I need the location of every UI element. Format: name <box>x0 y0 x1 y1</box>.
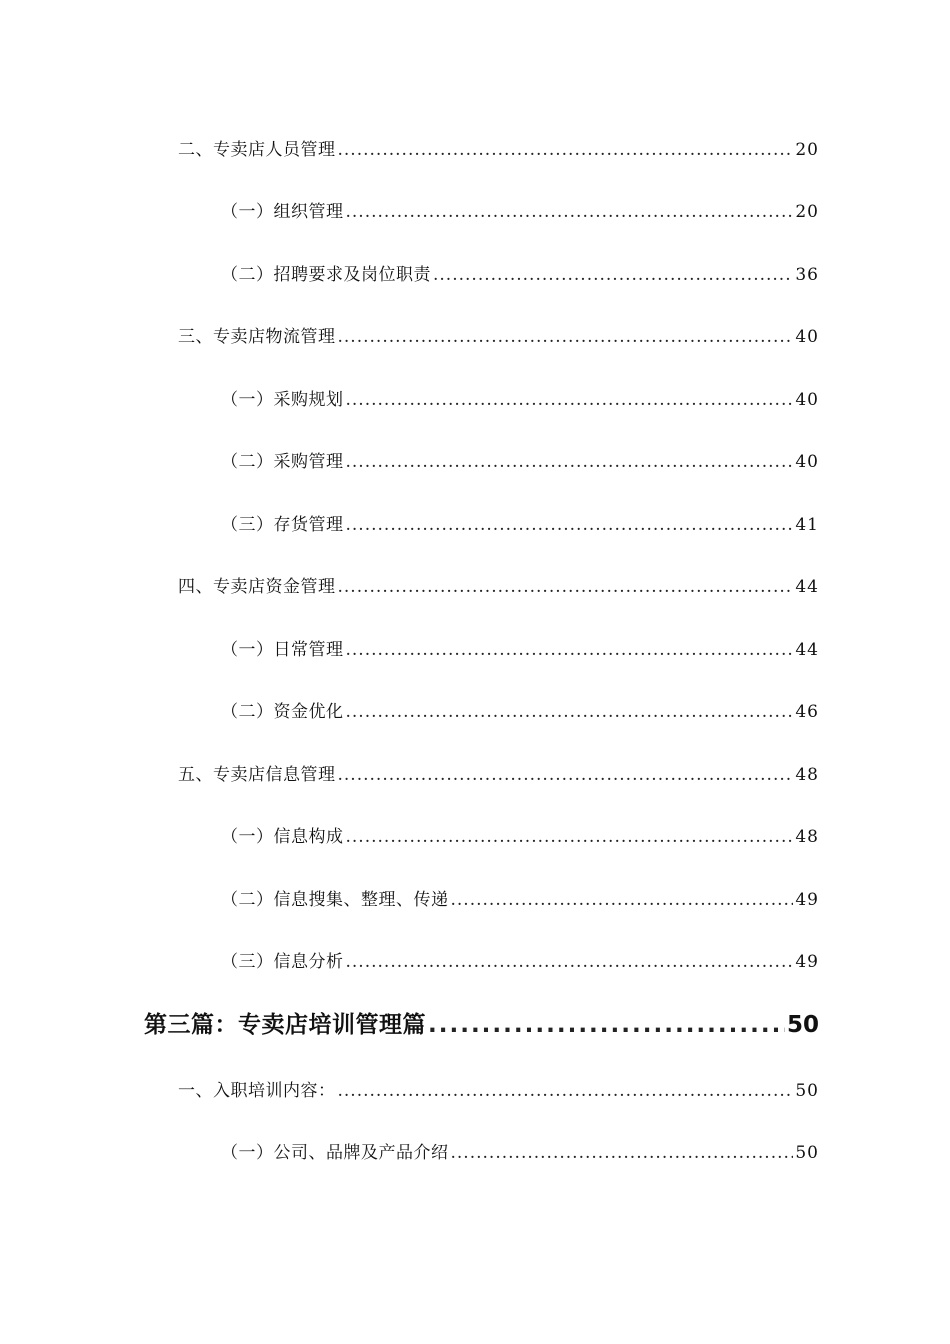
toc-page-number: 48 <box>795 827 819 847</box>
toc-dot-leader <box>338 575 794 599</box>
toc-page-number: 49 <box>795 952 819 972</box>
toc-dot-leader <box>346 638 794 662</box>
toc-entry-label: （二）资金优化 <box>221 702 344 722</box>
toc-page-number: 48 <box>795 765 819 785</box>
toc-dot-leader <box>338 325 794 349</box>
toc-page-number: 40 <box>795 390 819 410</box>
toc-entry[interactable] <box>221 388 819 412</box>
toc-entry-label: （三）信息分析 <box>221 952 344 972</box>
toc-page-number: 44 <box>795 577 819 597</box>
toc-page-number: 50 <box>795 1081 819 1101</box>
toc-entry[interactable] <box>178 763 819 787</box>
toc-entry[interactable] <box>221 700 819 724</box>
toc-page-number: 50 <box>795 1143 819 1163</box>
toc-entry[interactable] <box>178 325 819 349</box>
toc-page-number: 40 <box>795 452 819 472</box>
toc-entry[interactable] <box>221 200 819 224</box>
toc-dot-leader <box>451 1141 794 1165</box>
toc-page-number: 36 <box>795 265 819 285</box>
toc-page-number: 46 <box>795 702 819 722</box>
toc-entry[interactable] <box>221 1141 819 1165</box>
toc-dot-leader <box>428 1010 785 1040</box>
toc-part-heading[interactable] <box>144 1010 819 1040</box>
toc-entry-label: 三、专卖店物流管理 <box>178 327 336 347</box>
toc-entry[interactable] <box>221 825 819 849</box>
toc-entry-label: （二）信息搜集、整理、传递 <box>221 890 449 910</box>
toc-entry[interactable] <box>221 950 819 974</box>
toc-entry-label: 一、入职培训内容： <box>178 1081 336 1101</box>
toc-page-number: 40 <box>795 327 819 347</box>
toc-entry-label: （一）公司、品牌及产品介绍 <box>221 1143 449 1163</box>
toc-dot-leader <box>433 263 793 287</box>
toc-entry-label: （二）采购管理 <box>221 452 344 472</box>
toc-entry[interactable] <box>178 138 819 162</box>
toc-dot-leader <box>338 138 794 162</box>
toc-page-number: 44 <box>795 640 819 660</box>
toc-page-number: 49 <box>795 890 819 910</box>
toc-entry-label: 五、专卖店信息管理 <box>178 765 336 785</box>
toc-entry[interactable] <box>221 888 819 912</box>
toc-dot-leader <box>451 888 794 912</box>
toc-dot-leader <box>338 763 794 787</box>
toc-entry-label: （二）招聘要求及岗位职责 <box>221 265 431 285</box>
toc-entry-label: （一）信息构成 <box>221 827 344 847</box>
toc-entry-label: （三）存货管理 <box>221 515 344 535</box>
toc-dot-leader <box>346 950 794 974</box>
toc-entry[interactable] <box>221 263 819 287</box>
toc-entry-label: （一）采购规划 <box>221 390 344 410</box>
toc-dot-leader <box>346 388 794 412</box>
toc-entry[interactable] <box>178 1079 819 1103</box>
toc-entry-label: 第三篇：专卖店培训管理篇 <box>144 1012 426 1038</box>
toc-dot-leader <box>346 700 794 724</box>
toc-entry[interactable] <box>178 575 819 599</box>
toc-entry[interactable] <box>221 513 819 537</box>
toc-page-number: 41 <box>795 515 819 535</box>
toc-page-number: 20 <box>795 140 819 160</box>
toc-entry[interactable] <box>221 638 819 662</box>
toc-dot-leader <box>346 200 794 224</box>
toc-dot-leader <box>346 825 794 849</box>
toc-entry-label: 四、专卖店资金管理 <box>178 577 336 597</box>
toc-page-number: 20 <box>795 202 819 222</box>
toc-dot-leader <box>338 1079 794 1103</box>
toc-entry[interactable] <box>221 450 819 474</box>
toc-entry-label: （一）日常管理 <box>221 640 344 660</box>
toc-dot-leader <box>346 513 794 537</box>
toc-entry-label: 二、专卖店人员管理 <box>178 140 336 160</box>
toc-entry-label: （一）组织管理 <box>221 202 344 222</box>
toc-page-number: 50 <box>786 1012 819 1038</box>
toc-dot-leader <box>346 450 794 474</box>
